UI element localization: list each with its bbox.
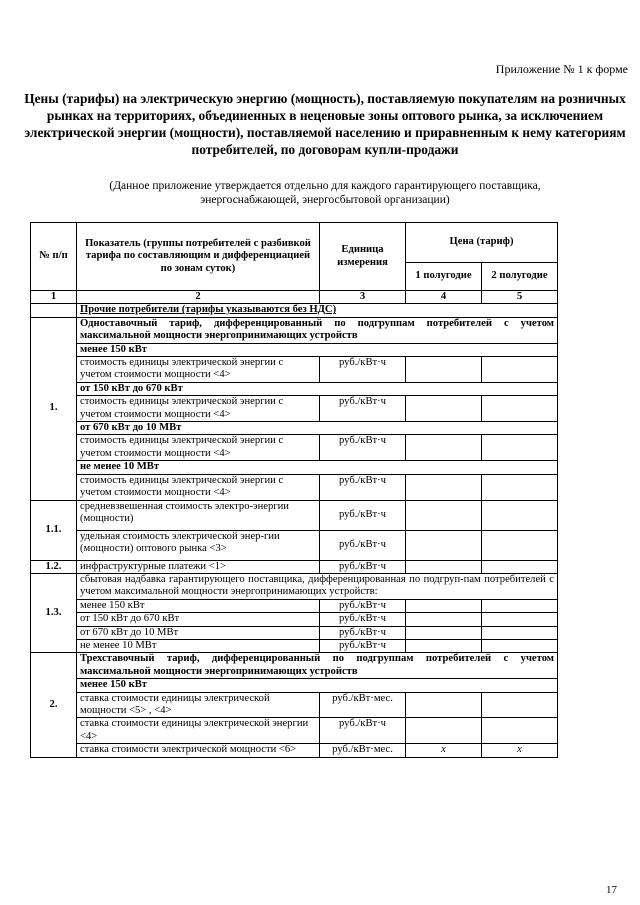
table-row <box>31 435 558 461</box>
value-cell <box>406 639 482 652</box>
table-row <box>31 613 558 626</box>
value-cell <box>482 396 558 422</box>
row-label: ставка стоимости единицы электрической энергии <4> <box>77 718 320 744</box>
not-applicable-mark: x <box>406 744 482 757</box>
page-number: 17 <box>606 884 617 896</box>
row-label: ставка стоимости единицы электрической мощности <5> , <4> <box>77 692 320 718</box>
table-row <box>31 357 558 383</box>
group-heading: Трехставочный тариф, дифференцированный по подгруппам потребителей с учетом максимальной мощности энергопринимающих устройств <box>77 653 558 679</box>
table-row <box>31 530 558 560</box>
row-number: 1.3. <box>31 573 77 652</box>
not-applicable-mark: x <box>482 744 558 757</box>
header-indicator: Показатель (группы потребителей с разбивкой тарифа по составляющим и дифференциацией по зонам суток) <box>77 223 320 291</box>
value-cell <box>482 474 558 500</box>
value-cell <box>482 692 558 718</box>
unit-cell: руб./кВт·ч <box>320 626 406 639</box>
table-row <box>31 560 558 573</box>
row-number: 1.1. <box>31 500 77 560</box>
value-cell <box>482 357 558 383</box>
unit-cell: руб./кВт·ч <box>320 613 406 626</box>
row-label: средневзвешенная стоимость электро-энергии (мощности) <box>77 500 320 530</box>
table-row <box>31 422 558 435</box>
row-label: ставка стоимости электрической мощности <6> <box>77 744 320 757</box>
row-label: стоимость единицы электрической энергии с учетом стоимости мощности <4> <box>77 474 320 500</box>
header-price: Цена (тариф) <box>406 223 558 263</box>
col-number: 1 <box>31 291 77 304</box>
col-number: 3 <box>320 291 406 304</box>
unit-cell: руб./кВт·ч <box>320 639 406 652</box>
table-row <box>31 500 558 530</box>
table-row <box>31 626 558 639</box>
unit-cell: руб./кВт·ч <box>320 718 406 744</box>
row-label: менее 150 кВт <box>77 599 320 612</box>
value-cell <box>482 435 558 461</box>
subgroup-label: от 150 кВт до 670 кВт <box>77 382 558 395</box>
table-row <box>31 744 558 757</box>
unit-cell: руб./кВт·ч <box>320 357 406 383</box>
header-row <box>31 223 558 263</box>
table-row <box>31 343 558 356</box>
table-row <box>31 396 558 422</box>
col-number: 2 <box>77 291 320 304</box>
table-row <box>31 382 558 395</box>
value-cell <box>482 626 558 639</box>
annex-reference: Приложение № 1 к форме <box>495 62 628 76</box>
unit-cell: руб./кВт·ч <box>320 560 406 573</box>
subgroup-label: от 670 кВт до 10 МВт <box>77 422 558 435</box>
value-cell <box>482 639 558 652</box>
unit-cell: руб./кВт·ч <box>320 435 406 461</box>
table-row <box>31 317 558 343</box>
unit-cell: руб./кВт·мес. <box>320 744 406 757</box>
value-cell <box>406 613 482 626</box>
value-cell <box>406 626 482 639</box>
header-num: № п/п <box>31 223 77 291</box>
subgroup-label: менее 150 кВт <box>77 679 558 692</box>
row-label: от 150 кВт до 670 кВт <box>77 613 320 626</box>
row-number: 2. <box>31 653 77 757</box>
group-heading: Одноставочный тариф, дифференцированный по подгруппам потребителей с учетом максимальной мощности энергопринимающих устройств <box>77 317 558 343</box>
row-label: удельная стоимость электрической энер-гии (мощности) оптового рынка <3> <box>77 530 320 560</box>
col-number: 4 <box>406 291 482 304</box>
row-label: от 670 кВт до 10 МВт <box>77 626 320 639</box>
column-numbers-row <box>31 291 558 304</box>
table-row <box>31 692 558 718</box>
table-row <box>31 573 558 599</box>
subgroup-label: не менее 10 МВт <box>77 461 558 474</box>
row-label: стоимость единицы электрической энергии с учетом стоимости мощности <4> <box>77 435 320 461</box>
unit-cell: руб./кВт·ч <box>320 396 406 422</box>
table-row <box>31 599 558 612</box>
row-label: инфраструктурные платежи <1> <box>77 560 320 573</box>
table-row <box>31 304 558 317</box>
table-row <box>31 679 558 692</box>
value-cell <box>406 474 482 500</box>
document-subtitle: (Данное приложение утверждается отдельно для каждого гарантирующего поставщика, энергоснабжающей, энергосбытовой организации) <box>109 180 541 206</box>
value-cell <box>482 718 558 744</box>
table-row <box>31 639 558 652</box>
value-cell <box>406 530 482 560</box>
section-heading: Прочие потребители (тарифы указываются без НДС) <box>77 304 558 317</box>
row-label: стоимость единицы электрической энергии с учетом стоимости мощности <4> <box>77 396 320 422</box>
value-cell <box>406 599 482 612</box>
value-cell <box>406 560 482 573</box>
row-label: не менее 10 МВт <box>77 639 320 652</box>
header-half1: 1 полугодие <box>406 263 482 291</box>
value-cell <box>406 718 482 744</box>
unit-cell: руб./кВт·ч <box>320 530 406 560</box>
value-cell <box>482 500 558 530</box>
value-cell <box>406 435 482 461</box>
row-label: сбытовая надбавка гарантирующего поставщика, дифференцированная по подгруп-пам потребителей с учетом максимальной мощности энергопринимающих устройств: <box>77 573 558 599</box>
value-cell <box>406 357 482 383</box>
unit-cell: руб./кВт·ч <box>320 474 406 500</box>
value-cell <box>406 692 482 718</box>
unit-cell: руб./кВт·ч <box>320 500 406 530</box>
document-title: Цены (тарифы) на электрическую энергию (мощность), поставляемую покупателям на розничных рынках на территориях, объединенных в неценовые зоны оптового рынка, за исключением электрической энергии (мощности), поставляемой населению и приравненным к нему категориям потребителей, по договорам купли-продажи <box>24 91 626 157</box>
table-row <box>31 718 558 744</box>
unit-cell: руб./кВт·мес. <box>320 692 406 718</box>
value-cell <box>482 530 558 560</box>
row-label: стоимость единицы электрической энергии с учетом стоимости мощности <4> <box>77 357 320 383</box>
row-number: 1.2. <box>31 560 77 573</box>
header-half2: 2 полугодие <box>482 263 558 291</box>
unit-cell: руб./кВт·ч <box>320 599 406 612</box>
value-cell <box>406 396 482 422</box>
value-cell <box>482 613 558 626</box>
value-cell <box>482 599 558 612</box>
table-row <box>31 474 558 500</box>
tariff-table <box>30 222 558 758</box>
table-row <box>31 461 558 474</box>
value-cell <box>482 560 558 573</box>
subgroup-label: менее 150 кВт <box>77 343 558 356</box>
table-row <box>31 653 558 679</box>
value-cell <box>406 500 482 530</box>
header-unit: Единица измерения <box>320 223 406 291</box>
row-number: 1. <box>31 317 77 500</box>
col-number: 5 <box>482 291 558 304</box>
